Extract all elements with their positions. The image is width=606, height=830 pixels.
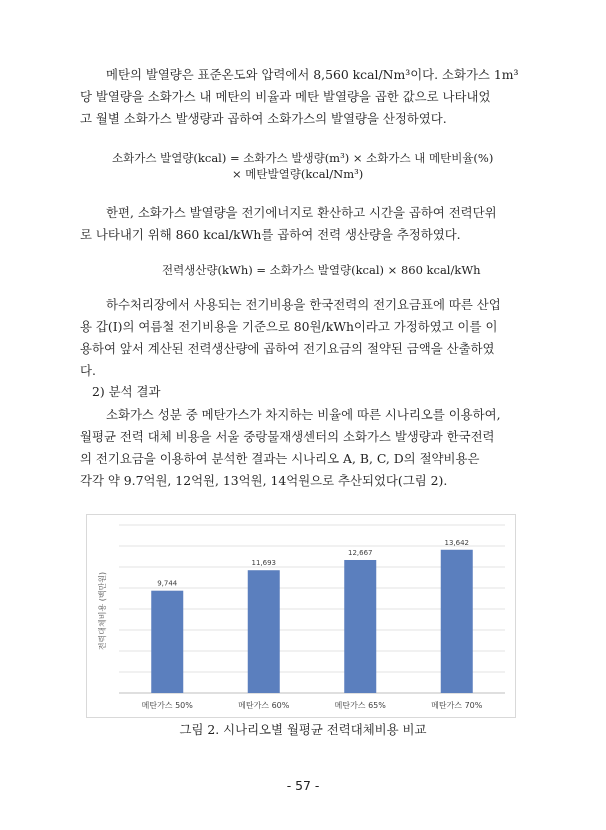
bar: [441, 550, 473, 693]
text-line: 의 전기요금을 이용하여 분석한 결과는 시나리오 A, B, C, D의 절약비용은: [80, 451, 480, 466]
bar: [248, 570, 280, 693]
category-label: 메탄가스 50%: [141, 701, 193, 710]
formula-power-generation: 전력생산량(kWh) = 소화가스 발열량(kcal) × 860 kcal/kWh: [162, 263, 481, 277]
text-line: 한편, 소화가스 발열량을 전기에너지로 환산하고 시간을 곱하여 전력단위: [106, 205, 497, 220]
value-label: 13,642: [444, 538, 469, 547]
page-number: - 57 -: [286, 778, 320, 793]
paragraph-electricity-cost: [80, 294, 526, 382]
paragraph-analysis-results: [80, 404, 526, 492]
text-line: 당 발열량을 소화가스 내 메탄의 비율과 메탄 발열량을 곱한 값으로 나타내었: [80, 89, 491, 104]
text-line: 로 나타내기 위해 860 kcal/kWh를 곱하여 전력 생산량을 추정하였다.: [80, 227, 461, 242]
value-label: 11,693: [251, 559, 276, 568]
text-line: 다.: [80, 363, 96, 378]
y-axis-label: 전력대체비용 (백만원): [98, 571, 107, 651]
category-label: 메탄가스 65%: [334, 701, 386, 710]
value-label: 9,744: [157, 579, 178, 588]
bar: [344, 560, 376, 693]
text-line: 소화가스 성분 중 메탄가스가 차지하는 비율에 따른 시나리오를 이용하여,: [106, 407, 501, 422]
section-heading: 2) 분석 결과: [92, 384, 161, 399]
figure-caption: 그림 2. 시나리오별 월평균 전력대체비용 비교: [179, 722, 427, 737]
text-line: 월평균 전력 대체 비용을 서울 중랑물재생센터의 소화가스 발생량과 한국전력: [80, 429, 495, 444]
text-line: 용 갑(I)의 여름철 전기비용을 기준으로 80원/kWh이라고 가정하였고 이를 이: [80, 319, 498, 334]
formula-heating-value-line1: 소화가스 발열량(kcal) = 소화가스 발생량(m³) × 소화가스 내 메탄비율(%): [112, 151, 494, 165]
paragraph-methane-heating-value: [80, 64, 526, 130]
category-label: 메탄가스 70%: [431, 701, 483, 710]
text-line: 메탄의 발열량은 표준온도와 압력에서 8,560 kcal/Nm³이다. 소화가스 1m³: [106, 67, 519, 82]
text-line: 각각 약 9.7억원, 12억원, 13억원, 14억원으로 추산되었다(그림 2).: [80, 473, 448, 488]
text-line: 하수처리장에서 사용되는 전기비용을 한국전력의 전기요금표에 따른 산업: [106, 297, 501, 312]
category-label: 메탄가스 60%: [238, 701, 290, 710]
paragraph-energy-conversion: [80, 202, 526, 246]
formula-heating-value-line2: × 메탄발열량(kcal/Nm³): [232, 167, 364, 181]
value-label: 12,667: [348, 548, 373, 557]
chart-frame: [86, 514, 516, 718]
text-line: 용하여 앞서 계산된 전력생산량에 곱하여 전기요금의 절약된 금액을 산출하였: [80, 341, 495, 356]
text-line: 고 월별 소화가스 발생량과 곱하여 소화가스의 발열량을 산정하였다.: [80, 111, 447, 126]
bar-chart: [87, 515, 515, 717]
bar: [151, 591, 183, 693]
chart-category-labels: [142, 700, 483, 710]
